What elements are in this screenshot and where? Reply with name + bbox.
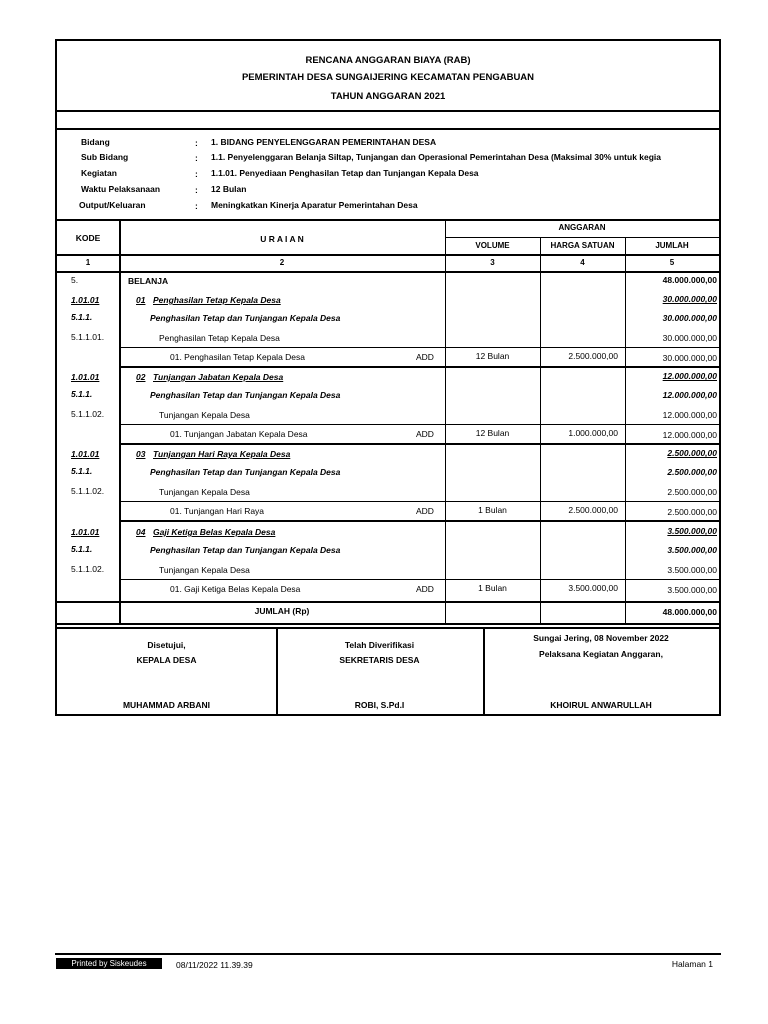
item-title: Penghasilan Tetap Kepala Desa — [159, 333, 280, 343]
sig-right-line1: Sungai Jering, 08 November 2022 — [533, 633, 669, 643]
detail-jumlah: 2.500.000,00 — [667, 507, 717, 517]
divider — [57, 219, 719, 221]
belanja-kode: 5. — [71, 275, 79, 285]
sig-left-name: MUHAMMAD ARBANI — [122, 700, 211, 710]
sig-mid-name: ROBI, S.Pd.I — [354, 700, 405, 710]
doc-year: TAHUN ANGGARAN 2021 — [330, 91, 446, 102]
col-divider — [540, 237, 541, 623]
info-colon: : — [195, 169, 198, 179]
item-kode: 5.1.1.02. — [71, 409, 105, 419]
col-uraian-header: U R A I A N — [260, 234, 304, 244]
page-number: Halaman 1 — [671, 959, 713, 969]
divider — [57, 128, 719, 130]
info-value: Meningkatkan Kinerja Aparatur Pemerintahan Desa — [211, 200, 418, 210]
detail-jumlah: 12.000.000,00 — [662, 430, 717, 440]
info-label: Kegiatan — [81, 168, 117, 178]
doc-title: RENCANA ANGGARAN BIAYA (RAB) — [305, 55, 471, 66]
col-number: 5 — [669, 258, 675, 267]
group-total: 30.000.000,00 — [662, 294, 717, 304]
divider — [119, 579, 719, 580]
detail-title: 01. Gaji Ketiga Belas Kepala Desa — [170, 584, 301, 594]
sub-title: Penghasilan Tetap dan Tunjangan Kepala Desa — [150, 313, 341, 323]
info-colon: : — [195, 153, 198, 163]
sig-right-line2: Pelaksana Kegiatan Anggaran, — [539, 649, 663, 659]
group-kode: 1.01.01 — [71, 295, 100, 305]
group-total: 2.500.000,00 — [667, 448, 717, 458]
sub-kode: 5.1.1. — [71, 466, 93, 476]
sig-mid-line1: Telah Diverifikasi — [344, 640, 415, 650]
divider — [57, 627, 719, 629]
info-value: 1.1.01. Penyediaan Penghasilan Tetap dan Tunjangan Kepala Desa — [211, 168, 479, 178]
col-divider — [625, 237, 626, 623]
total-value: 48.000.000,00 — [662, 607, 717, 617]
sig-left-line1: Disetujui, — [147, 640, 186, 650]
item-kode: 5.1.1.02. — [71, 486, 105, 496]
col-number: 3 — [490, 258, 495, 267]
belanja-label: BELANJA — [128, 276, 169, 286]
source-tag: ADD — [416, 352, 434, 362]
col-anggaran-header: ANGGARAN — [558, 223, 606, 232]
group-number: 04 — [136, 527, 146, 537]
sub-title: Penghasilan Tetap dan Tunjangan Kepala Desa — [150, 545, 341, 555]
group-title: Penghasilan Tetap Kepala Desa — [153, 295, 281, 305]
sig-left-line2: KEPALA DESA — [136, 655, 197, 665]
divider — [119, 501, 719, 502]
divider — [57, 623, 719, 625]
info-colon: : — [195, 138, 198, 148]
sig-mid-line2: SEKRETARIS DESA — [339, 655, 420, 665]
detail-volume: 1 Bulan — [478, 583, 507, 593]
group-kode: 1.01.01 — [71, 527, 100, 537]
doc-subtitle: PEMERINTAH DESA SUNGAIJERING KECAMATAN PENGABUAN — [241, 72, 535, 83]
item-total: 3.500.000,00 — [667, 565, 717, 575]
detail-title: 01. Tunjangan Jabatan Kepala Desa — [170, 429, 308, 439]
detail-harga: 2.500.000,00 — [568, 351, 618, 361]
col-volume-header: VOLUME — [475, 241, 510, 250]
item-total: 12.000.000,00 — [662, 410, 717, 420]
col-jumlah-header: JUMLAH — [655, 241, 689, 250]
col-divider — [445, 219, 446, 623]
sub-kode: 5.1.1. — [71, 544, 93, 554]
divider — [119, 443, 719, 445]
footer-rule — [55, 953, 721, 955]
detail-title: 01. Penghasilan Tetap Kepala Desa — [170, 352, 305, 362]
col-number: 2 — [279, 258, 285, 267]
info-value: 1.1. Penyelenggaran Belanja Siltap, Tunjangan dan Operasional Pemerintahan Desa (Maksimal 30% untuk kegia — [211, 152, 662, 162]
source-tag: ADD — [416, 584, 434, 594]
sub-title: Penghasilan Tetap dan Tunjangan Kepala Desa — [150, 467, 341, 477]
detail-harga: 1.000.000,00 — [568, 428, 618, 438]
group-title: Tunjangan Jabatan Kepala Desa — [153, 372, 284, 382]
item-total: 30.000.000,00 — [662, 333, 717, 343]
group-number: 02 — [136, 372, 146, 382]
group-total: 3.500.000,00 — [667, 526, 717, 536]
source-tag: ADD — [416, 429, 434, 439]
info-label: Bidang — [81, 137, 110, 147]
group-number: 01 — [136, 295, 146, 305]
divider — [57, 254, 719, 256]
divider — [119, 347, 719, 348]
item-total: 2.500.000,00 — [667, 487, 717, 497]
group-title: Gaji Ketiga Belas Kepala Desa — [153, 527, 276, 537]
item-title: Tunjangan Kepala Desa — [159, 565, 250, 575]
sub-kode: 5.1.1. — [71, 312, 93, 322]
total-label: JUMLAH (Rp) — [254, 606, 310, 616]
sub-total: 12.000.000,00 — [662, 390, 717, 400]
info-colon: : — [195, 201, 198, 211]
divider — [57, 601, 719, 603]
divider — [119, 424, 719, 425]
col-number: 1 — [85, 258, 91, 267]
belanja-total: 48.000.000,00 — [662, 275, 717, 285]
info-label: Sub Bidang — [81, 152, 129, 162]
divider — [57, 110, 719, 112]
item-kode: 5.1.1.02. — [71, 564, 105, 574]
detail-title: 01. Tunjangan Hari Raya — [170, 506, 265, 516]
info-value: 1. BIDANG PENYELENGGARAN PEMERINTAHAN DESA — [211, 137, 437, 147]
divider — [57, 271, 719, 273]
item-title: Tunjangan Kepala Desa — [159, 410, 250, 420]
sub-title: Penghasilan Tetap dan Tunjangan Kepala Desa — [150, 390, 341, 400]
print-datetime: 08/11/2022 11.39.39 — [176, 960, 253, 970]
detail-volume: 12 Bulan — [475, 351, 510, 361]
group-kode: 1.01.01 — [71, 372, 100, 382]
detail-volume: 1 Bulan — [478, 505, 507, 515]
sig-right-name: KHOIRUL ANWARULLAH — [550, 700, 652, 710]
sub-total: 2.500.000,00 — [667, 467, 717, 477]
sub-total: 30.000.000,00 — [662, 313, 717, 323]
item-title: Tunjangan Kepala Desa — [159, 487, 250, 497]
col-kode-header: KODE — [75, 233, 101, 243]
col-number: 4 — [580, 258, 585, 267]
info-label: Waktu Pelaksanaan — [81, 184, 161, 194]
sub-kode: 5.1.1. — [71, 389, 93, 399]
detail-jumlah: 30.000.000,00 — [662, 353, 717, 363]
col-harga-header: HARGA SATUAN — [550, 241, 615, 250]
item-kode: 5.1.1.01. — [71, 332, 105, 342]
group-total: 12.000.000,00 — [662, 371, 717, 381]
divider — [445, 237, 719, 238]
divider — [119, 520, 719, 522]
detail-volume: 12 Bulan — [475, 428, 510, 438]
detail-harga: 2.500.000,00 — [568, 505, 618, 515]
document-frame — [55, 39, 721, 716]
info-colon: : — [195, 185, 198, 195]
info-value: 12 Bulan — [211, 184, 247, 194]
detail-jumlah: 3.500.000,00 — [667, 585, 717, 595]
source-tag: ADD — [416, 506, 434, 516]
group-kode: 1.01.01 — [71, 449, 100, 459]
divider — [119, 366, 719, 368]
group-title: Tunjangan Hari Raya Kepala Desa — [153, 449, 291, 459]
sub-total: 3.500.000,00 — [667, 545, 717, 555]
col-divider — [119, 219, 121, 623]
group-number: 03 — [136, 449, 146, 459]
printed-by: Printed by Siskeudes — [56, 958, 162, 969]
info-label: Output/Keluaran — [79, 200, 146, 210]
detail-harga: 3.500.000,00 — [568, 583, 618, 593]
